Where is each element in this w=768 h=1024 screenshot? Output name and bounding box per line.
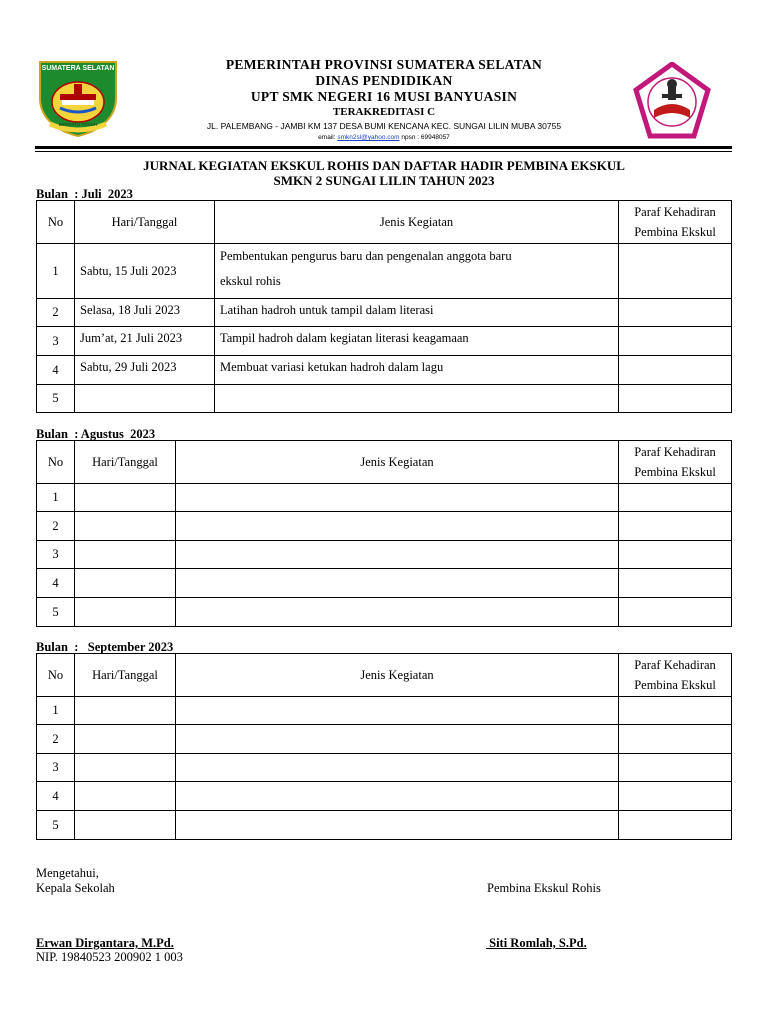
- col-header-date: Hari/Tanggal: [75, 654, 176, 697]
- header-accreditation: TERAKREDITASI C: [332, 106, 436, 118]
- npsn-text: npsn : 69948057: [399, 134, 450, 141]
- header-school-name: UPT SMK NEGERI 16 MUSI BANYUASIN: [250, 89, 518, 104]
- col-header-no: No: [37, 441, 75, 484]
- email-label: email:: [318, 134, 338, 141]
- advisor-title: Pembina Ekskul Rohis: [487, 881, 601, 895]
- row-activity: Membuat variasi ketukan hadroh dalam lagu: [215, 356, 619, 385]
- header-rule-thick: [35, 146, 732, 149]
- col-header-activity: Jenis Kegiatan: [176, 441, 619, 484]
- row-date: [75, 782, 176, 811]
- row-date: [75, 754, 176, 782]
- table-row: [37, 385, 732, 413]
- row-date: [75, 811, 176, 840]
- email-link[interactable]: smkn2sl@yahoo.com: [337, 134, 400, 141]
- row-no: 2: [37, 299, 75, 327]
- row-date: Sabtu, 15 Juli 2023: [75, 244, 215, 299]
- table-row: [37, 299, 732, 327]
- row-no: 1: [37, 697, 75, 725]
- row-no: 5: [37, 811, 75, 840]
- col-header-signature: [619, 201, 732, 244]
- row-activity: [176, 598, 619, 627]
- row-no: 4: [37, 356, 75, 385]
- header-contact: [0, 134, 768, 141]
- document-title: JURNAL KEGIATAN EKSKUL ROHIS DAN DAFTAR HADIR PEMBINA EKSKUL: [143, 158, 625, 173]
- table-row: [37, 512, 732, 541]
- row-signature-cell[interactable]: [619, 512, 732, 541]
- row-signature-cell[interactable]: [619, 299, 732, 327]
- row-no: 1: [37, 484, 75, 512]
- province-logo-top-text: SUMATERA SELATAN: [41, 65, 115, 72]
- row-date: [75, 725, 176, 754]
- header-government: PEMERINTAH PROVINSI SUMATERA SELATAN: [225, 57, 543, 72]
- row-activity: [176, 782, 619, 811]
- principal-name: Erwan Dirgantara, M.Pd.: [36, 936, 174, 950]
- row-signature-cell[interactable]: [619, 244, 732, 299]
- row-activity: [176, 484, 619, 512]
- table-header-row: [37, 654, 732, 697]
- row-date: Jum’at, 21 Juli 2023: [75, 327, 215, 356]
- row-no: 5: [37, 385, 75, 413]
- row-activity-line1: Pembentukan pengurus baru dan pengenalan anggota baru: [220, 249, 512, 263]
- table-row: [37, 697, 732, 725]
- col-header-activity: Jenis Kegiatan: [176, 654, 619, 697]
- row-date: Selasa, 18 Juli 2023: [75, 299, 215, 327]
- row-signature-cell[interactable]: [619, 327, 732, 356]
- row-signature-cell[interactable]: [619, 484, 732, 512]
- row-date: [75, 569, 176, 598]
- journal-table-august: [36, 440, 732, 627]
- row-activity: [215, 244, 619, 299]
- row-signature-cell[interactable]: [619, 754, 732, 782]
- col-header-activity: Jenis Kegiatan: [215, 201, 619, 244]
- table-row: [37, 569, 732, 598]
- row-no: 3: [37, 327, 75, 356]
- col-header-signature: [619, 654, 732, 697]
- row-no: 3: [37, 754, 75, 782]
- table-row: [37, 244, 732, 299]
- col-header-no: No: [37, 201, 75, 244]
- month-label-july: Bulan : Juli 2023: [36, 187, 133, 201]
- month-label-september: Bulan : September 2023: [36, 640, 174, 654]
- col-header-date: Hari/Tanggal: [75, 201, 215, 244]
- table-row: [37, 541, 732, 569]
- table-row: [37, 327, 732, 356]
- acknowledged-label: Mengetahui,: [36, 866, 99, 880]
- row-activity-line2: ekskul rohis: [220, 274, 281, 288]
- month-label-august: Bulan : Agustus 2023: [36, 427, 156, 441]
- header-address: JL. PALEMBANG - JAMBI KM 137 DESA BUMI KENCANA KEC. SUNGAI LILIN MUBA 30755: [206, 121, 562, 131]
- col-header-signature: [619, 441, 732, 484]
- header-department: DINAS PENDIDIKAN: [315, 73, 453, 88]
- row-no: 5: [37, 598, 75, 627]
- row-date: [75, 598, 176, 627]
- row-date: [75, 385, 215, 413]
- row-date: Sabtu, 29 Juli 2023: [75, 356, 215, 385]
- row-no: 2: [37, 512, 75, 541]
- col-header-signature-line2: Pembina Ekskul: [634, 678, 716, 692]
- row-date: [75, 512, 176, 541]
- table-row: [37, 754, 732, 782]
- row-activity: [176, 754, 619, 782]
- advisor-name: Siti Romlah, S.Pd.: [486, 936, 587, 950]
- table-row: [37, 484, 732, 512]
- principal-title: Kepala Sekolah: [36, 881, 115, 895]
- row-activity: [176, 811, 619, 840]
- row-no: 4: [37, 782, 75, 811]
- col-header-date: Hari/Tanggal: [75, 441, 176, 484]
- col-header-signature-line1: Paraf Kehadiran: [634, 658, 716, 672]
- principal-nip: NIP. 19840523 200902 1 003: [36, 950, 183, 964]
- row-activity: [176, 512, 619, 541]
- table-row: [37, 598, 732, 627]
- row-signature-cell[interactable]: [619, 385, 732, 413]
- row-signature-cell[interactable]: [619, 697, 732, 725]
- document-subtitle: SMKN 2 SUNGAI LILIN TAHUN 2023: [273, 173, 495, 188]
- col-header-signature-line1: Paraf Kehadiran: [634, 205, 716, 219]
- table-header-row: [37, 441, 732, 484]
- row-activity: Tampil hadroh dalam kegiatan literasi keagamaan: [215, 327, 619, 356]
- row-signature-cell[interactable]: [619, 782, 732, 811]
- col-header-no: No: [37, 654, 75, 697]
- journal-table-september: [36, 653, 732, 840]
- province-logo-bottom-text: BERSATU TEGUH: [58, 122, 98, 127]
- row-activity: [215, 385, 619, 413]
- row-no: 3: [37, 541, 75, 569]
- row-activity: [176, 725, 619, 754]
- row-date: [75, 697, 176, 725]
- row-signature-cell[interactable]: [619, 725, 732, 754]
- row-activity: Latihan hadroh untuk tampil dalam literasi: [215, 299, 619, 327]
- header-rule-thin: [35, 151, 732, 152]
- table-header-row: [37, 201, 732, 244]
- table-row: [37, 356, 732, 385]
- col-header-signature-line2: Pembina Ekskul: [634, 465, 716, 479]
- table-row: [37, 725, 732, 754]
- col-header-signature-line2: Pembina Ekskul: [634, 225, 716, 239]
- journal-table-july: [36, 200, 732, 413]
- table-row: [37, 811, 732, 840]
- row-no: 2: [37, 725, 75, 754]
- row-activity: [176, 569, 619, 598]
- row-signature-cell[interactable]: [619, 569, 732, 598]
- row-activity: [176, 697, 619, 725]
- row-no: 4: [37, 569, 75, 598]
- row-date: [75, 541, 176, 569]
- row-signature-cell[interactable]: [619, 598, 732, 627]
- row-activity: [176, 541, 619, 569]
- row-signature-cell[interactable]: [619, 541, 732, 569]
- table-row: [37, 782, 732, 811]
- row-signature-cell[interactable]: [619, 356, 732, 385]
- row-no: 1: [37, 244, 75, 299]
- row-date: [75, 484, 176, 512]
- row-signature-cell[interactable]: [619, 811, 732, 840]
- col-header-signature-line1: Paraf Kehadiran: [634, 445, 716, 459]
